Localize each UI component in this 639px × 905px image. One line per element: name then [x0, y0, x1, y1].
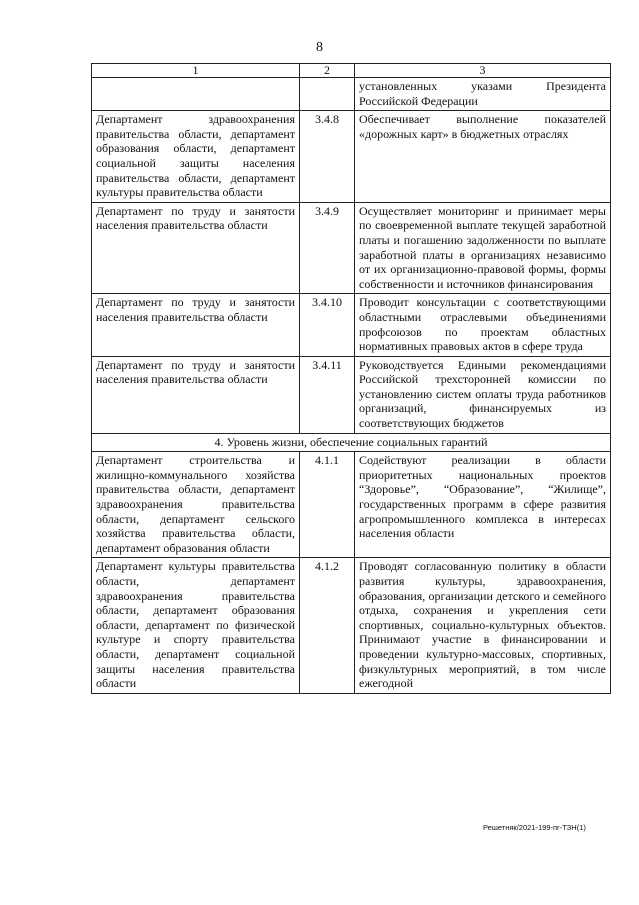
table-header-row	[92, 64, 611, 78]
table-row	[92, 558, 611, 693]
table-row-continuation	[92, 78, 611, 111]
table-row	[92, 356, 611, 433]
column-header-1: 1	[92, 64, 300, 78]
cell-dept: Департамент по труду и занятости населения правительства области	[92, 202, 300, 294]
table-row	[92, 202, 611, 294]
agreement-table	[91, 63, 611, 694]
cell-text: Обеспечивает выполнение показателей «дорожных карт» в бюджетных отраслях	[355, 111, 611, 203]
table-row	[92, 111, 611, 203]
cell-text: Осуществляет мониторинг и принимает меры по своевременной выплате текущей заработной платы и погашению задолженности по выплате заработной платы в организациях независимо от их организационно-правовой формы, формы собственности и источников финансирования	[355, 202, 611, 294]
table-row	[92, 294, 611, 356]
cell-code: 3.4.8	[300, 111, 355, 203]
section-header-row	[92, 433, 611, 452]
cell-text: установленных указами Президента Российской Федерации	[355, 78, 611, 111]
cell-dept: Департамент культуры правительства области, департамент здравоохранения правительства области, департамент образования области, департамент по физической культуре и спорту правительства области, департамент социальной защиты населения правительства области	[92, 558, 300, 693]
cell-code: 3.4.11	[300, 356, 355, 433]
cell-code: 4.1.1	[300, 452, 355, 558]
page-number: 8	[316, 40, 323, 55]
section-title: 4. Уровень жизни, обеспечение социальных гарантий	[92, 433, 611, 452]
cell-text: Проводят согласованную политику в области развития культуры, здравоохранения, образования, организации детского и семейного отдыха, сохранения и укрепления сети спортивных, социально-культурных объектов. Принимают участие в финансировании и проведении культурно-массовых, спортивных, физкультурных мероприятий, в том числе ежегодной	[355, 558, 611, 693]
cell-code: 3.4.9	[300, 202, 355, 294]
cell-code	[300, 78, 355, 111]
cell-code: 4.1.2	[300, 558, 355, 693]
cell-text: Содействуют реализации в области приоритетных национальных проектов “Здоровье”, “Образование”, “Жилище”, государственных программ в сфере развития агропромышленного комплекса в интересах населения области	[355, 452, 611, 558]
cell-dept: Департамент по труду и занятости населения правительства области	[92, 356, 300, 433]
cell-code: 3.4.10	[300, 294, 355, 356]
cell-dept	[92, 78, 300, 111]
cell-dept: Департамент по труду и занятости населения правительства области	[92, 294, 300, 356]
document-code: Решетняк/2021-199-пг-ТЗН(1)	[483, 823, 586, 832]
column-header-3: 3	[355, 64, 611, 78]
cell-dept: Департамент строительства и жилищно-коммунального хозяйства правительства области, департамент здравоохранения правительства области, департамент сельского хозяйства правительства области, департамент образования области	[92, 452, 300, 558]
column-header-2: 2	[300, 64, 355, 78]
cell-dept: Департамент здравоохранения правительства области, департамент образования области, департамент социальной защиты населения правительства области, департамент культуры правительства области	[92, 111, 300, 203]
table-row	[92, 452, 611, 558]
cell-text: Проводит консультации с соответствующими областными отраслевыми объединениями профсоюзов по проектам областных нормативных правовых актов в сфере труда	[355, 294, 611, 356]
cell-text: Руководствуется Едиными рекомендациями Российской трехсторонней комиссии по установлению систем оплаты труда работников организаций, финансируемых из соответствующих бюджетов	[355, 356, 611, 433]
